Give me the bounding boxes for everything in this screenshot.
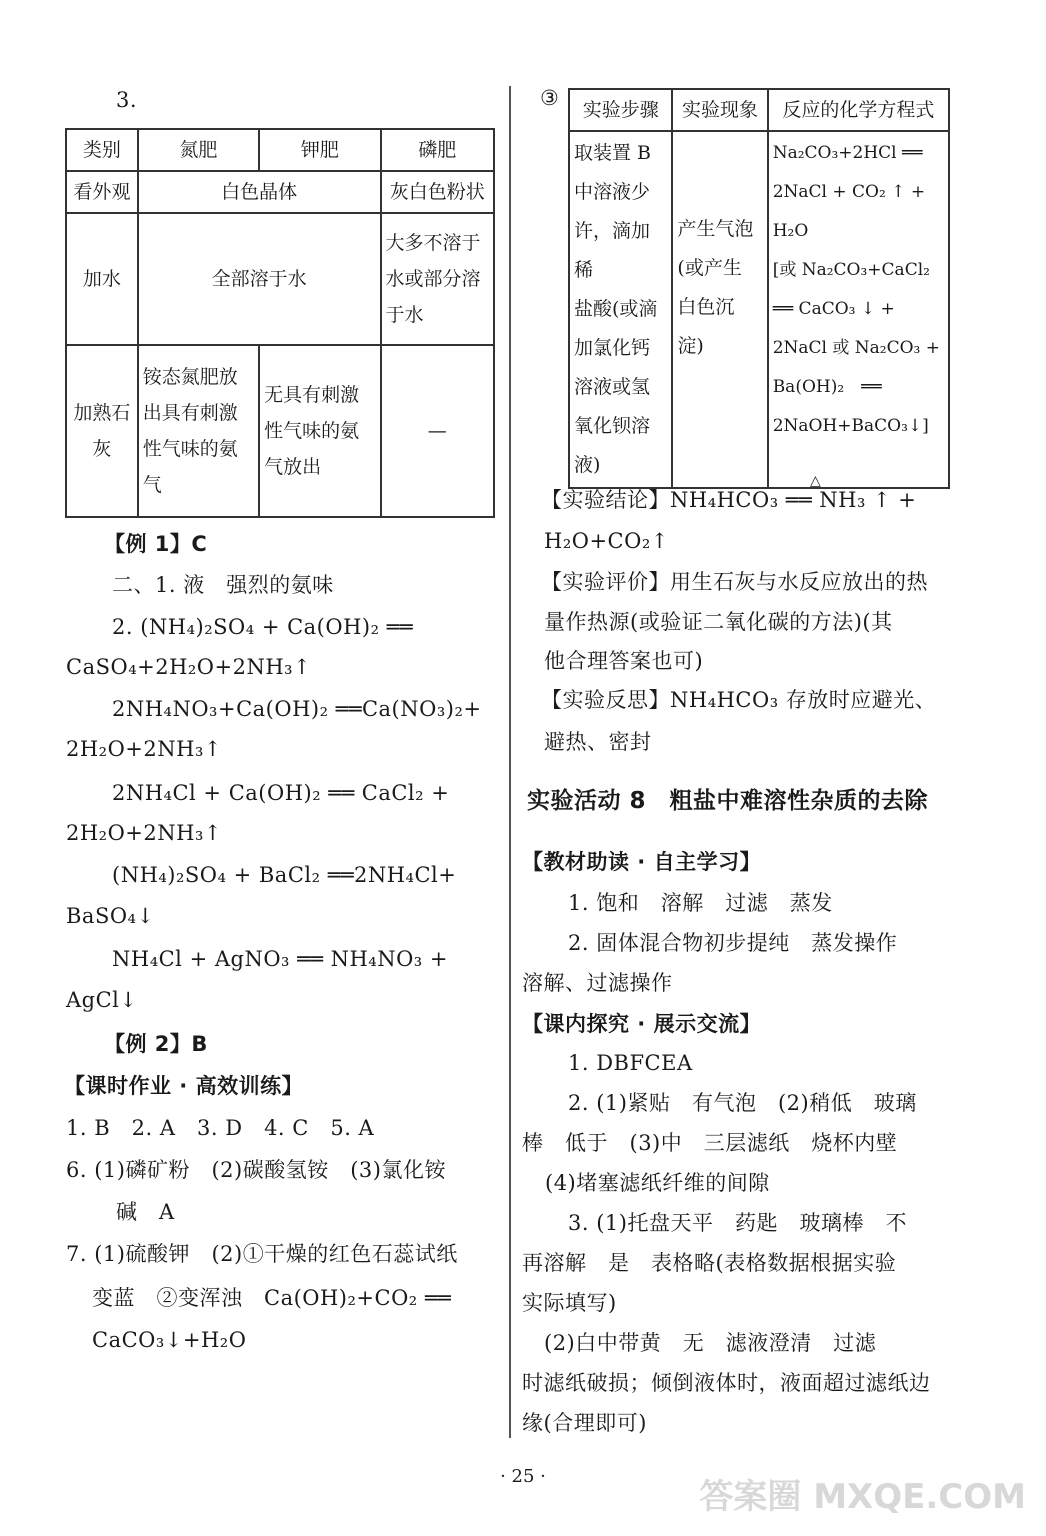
answer-line: 溶解、过滤操作 xyxy=(522,971,673,995)
phenomena-cell xyxy=(672,131,767,488)
row-label: 加熟石灰 xyxy=(66,345,138,517)
answer-line: 棒 低于 (3)中 三层滤纸 烧杯内壁 xyxy=(522,1131,898,1155)
phenomenon-line: 白色沉 xyxy=(677,296,735,319)
equation-line: (NH₄)₂SO₄ + BaCl₂ ══2NH₄Cl+ xyxy=(112,863,457,887)
phenomenon-line: 淀) xyxy=(677,335,704,358)
answer-line: 时滤纸破损；倾倒液体时，液面超过滤纸边 xyxy=(522,1371,931,1395)
page-number: · 25 · xyxy=(500,1466,546,1487)
step-line: 中溶液少 xyxy=(574,181,651,204)
phenomenon-line: (或产生 xyxy=(677,257,742,280)
experiment-table xyxy=(568,88,950,489)
equation-line: ══ CaCO₃ ↓ + xyxy=(772,299,895,320)
answer-line: 1. 饱和 溶解 过滤 蒸发 xyxy=(568,891,833,915)
step-line: 氧化钡溶 xyxy=(574,415,651,438)
answer-line: 碱 A xyxy=(116,1200,175,1224)
table-header: 反应的化学方程式 xyxy=(768,89,949,131)
answer-line: 3. (1)托盘天平 药匙 玻璃棒 不 xyxy=(568,1211,907,1235)
equation-line: H₂O+CO₂↑ xyxy=(544,529,669,553)
table-cell: — xyxy=(381,345,494,517)
answer-line: 缘(合理即可) xyxy=(522,1411,647,1435)
table-cell: 全部溶于水 xyxy=(138,213,381,345)
answer-line: 变蓝 ②变浑浊 Ca(OH)₂+CO₂ ══ xyxy=(92,1286,452,1310)
phenomenon-line: 产生气泡 xyxy=(677,218,754,241)
answer-line: 再溶解 是 表格略(表格数据根据实验 xyxy=(522,1251,897,1275)
equation-line: 2NH₄Cl + Ca(OH)₂ ══ CaCl₂ + xyxy=(112,781,450,805)
experiment-evaluation: 【实验评价】用生石灰与水反应放出的热 xyxy=(541,570,928,594)
equation-line: 2NaCl 或 Na₂CO₃ + xyxy=(772,338,940,359)
answer-line: 1. DBFCEA xyxy=(568,1051,693,1075)
answer-line: 2. 固体混合物初步提纯 蒸发操作 xyxy=(568,931,898,955)
step-line: 取装置 B xyxy=(574,142,652,165)
question-3-number: 3. xyxy=(116,88,138,112)
table-cell: 灰白色粉状 xyxy=(381,171,494,213)
step-line: 液) xyxy=(574,454,601,477)
equation-line: BaSO₄↓ xyxy=(66,904,155,928)
answer-line: 6. (1)磷矿粉 (2)碳酸氢铵 (3)氯化铵 xyxy=(66,1158,446,1182)
step-line: 加氯化钙 xyxy=(574,337,651,360)
row-label: 加水 xyxy=(66,213,138,345)
equation-line: 2NaOH+BaCO₃↓] xyxy=(772,416,929,437)
step-line: 盐酸(或滴 xyxy=(574,298,658,321)
example-2-answer: 【例 2】B xyxy=(104,1032,208,1056)
section-header: 【教材助读 · 自主学习】 xyxy=(522,850,762,874)
text-line: 他合理答案也可) xyxy=(544,649,704,673)
table-header: 实验步骤 xyxy=(569,89,672,131)
equation-line: AgCl↓ xyxy=(66,988,138,1012)
experiment-conclusion: 【实验结论】NH₄HCO₃ ══ NH₃ ↑ + xyxy=(541,488,917,512)
equation-line: [或 Na₂CO₃+CaCl₂ xyxy=(772,260,930,281)
section-title: 实验活动 8 粗盐中难溶性杂质的去除 xyxy=(527,788,929,814)
equation-line: Na₂CO₃+2HCl ══ xyxy=(772,143,923,164)
equation-line: 2. (NH₄)₂SO₄ + Ca(OH)₂ ══ xyxy=(112,615,413,639)
table-cell: 白色晶体 xyxy=(138,171,381,213)
heat-delta-symbol: △ xyxy=(810,473,822,489)
equation-line: 2H₂O+2NH₃↑ xyxy=(66,737,222,761)
step-line: 许，滴加稀 xyxy=(574,220,651,282)
equation-line: NH₄Cl + AgNO₃ ══ NH₄NO₃ + xyxy=(112,947,448,971)
answer-line: (2)白中带黄 无 滤液澄清 过滤 xyxy=(544,1331,877,1355)
equation-line: H₂O xyxy=(772,221,809,242)
table-header: 类别 xyxy=(66,129,138,171)
answer-line: 2. (1)紧贴 有气泡 (2)稍低 玻璃 xyxy=(568,1091,917,1115)
table-cell: 大多不溶于水或部分溶于水 xyxy=(381,213,494,345)
steps-cell xyxy=(569,131,672,488)
table-header: 磷肥 xyxy=(381,129,494,171)
equation-line: 2H₂O+2NH₃↑ xyxy=(66,821,222,845)
section-header: 【课内探究 · 展示交流】 xyxy=(522,1012,762,1036)
equations-cell xyxy=(768,131,949,488)
answer-line: (4)堵塞滤纸纤维的间隙 xyxy=(545,1171,770,1195)
answer-line: CaCO₃↓+H₂O xyxy=(92,1328,247,1352)
experiment-reflection: 【实验反思】NH₄HCO₃ 存放时应避光、 xyxy=(541,688,937,712)
answer-line: 二、1. 液 强烈的氨味 xyxy=(112,573,334,597)
answer-line: 1. B 2. A 3. D 4. C 5. A xyxy=(66,1116,375,1140)
equation-line: 2NH₄NO₃+Ca(OH)₂ ══Ca(NO₃)₂+ xyxy=(112,697,482,721)
watermark-logo: 答案圈 MXQE.COM xyxy=(699,1477,1026,1517)
fertilizer-table xyxy=(65,128,495,518)
column-divider xyxy=(509,86,511,1438)
answer-line: 7. (1)硫酸钾 (2)①干燥的红色石蕊试纸 xyxy=(66,1242,458,1266)
equation-line: CaSO₄+2H₂O+2NH₃↑ xyxy=(66,655,312,679)
text-line: 量作热源(或验证二氧化碳的方法)(其 xyxy=(544,610,893,634)
table-header: 实验现象 xyxy=(672,89,767,131)
table-cell: 铵态氮肥放出具有刺激性气味的氨气 xyxy=(138,345,259,517)
answer-line: 实际填写) xyxy=(522,1291,617,1315)
step-line: 溶液或氢 xyxy=(574,376,651,399)
circle-number: ③ xyxy=(540,86,560,110)
equation-line: 2NaCl + CO₂ ↑ + xyxy=(772,182,926,203)
table-header: 钾肥 xyxy=(259,129,380,171)
row-label: 看外观 xyxy=(66,171,138,213)
text-line: 避热、密封 xyxy=(544,730,652,754)
equation-line: Ba(OH)₂ ══ xyxy=(772,377,882,398)
example-1-answer: 【例 1】C xyxy=(104,532,208,556)
table-header: 氮肥 xyxy=(138,129,259,171)
table-cell: 无具有刺激性气味的氨气放出 xyxy=(259,345,380,517)
section-header: 【课时作业 · 高效训练】 xyxy=(64,1074,304,1098)
